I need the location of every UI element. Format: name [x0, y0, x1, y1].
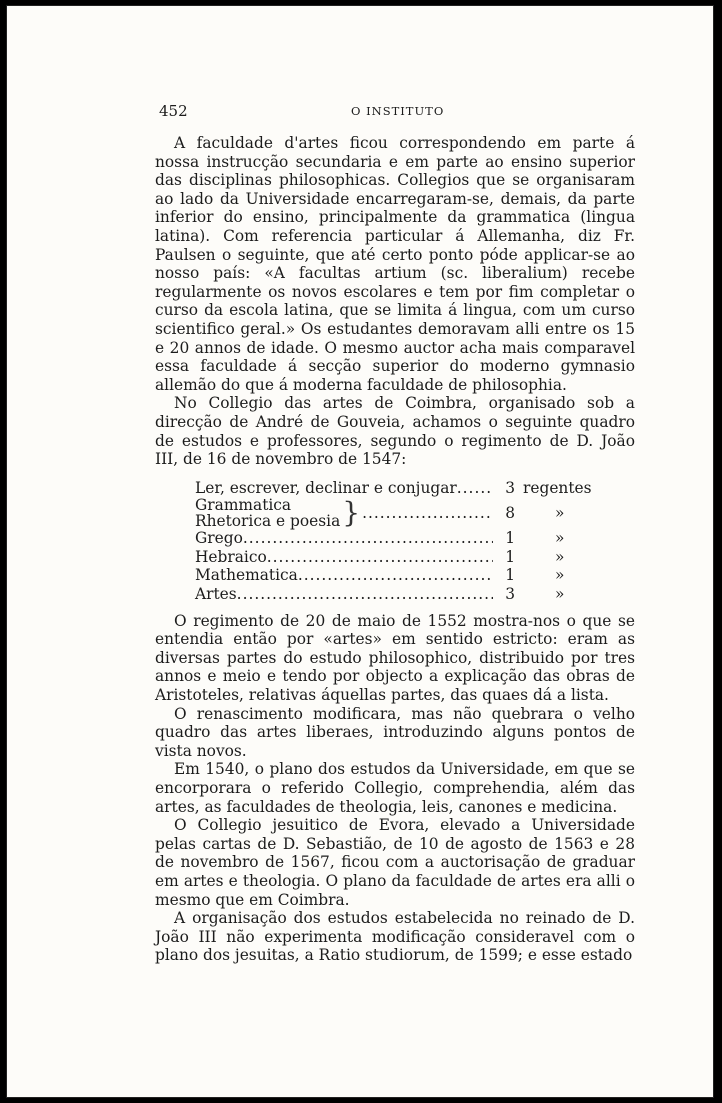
subject-name: Hebraico [195, 547, 267, 566]
brace-glyph: } [342, 496, 361, 530]
ditto-mark: » [555, 566, 565, 585]
table-row [195, 585, 585, 604]
studies-table [195, 478, 592, 604]
paragraph: O regimento de 20 de maio de 1552 mostra-nos o que se entendia então por «artes» em sentido estricto: eram as diversas partes do estudo philosophico, distribuido por tres annos e meio e tendo por objecto a explicação das obras de Aristoteles, relativas áquellas partes, das quaes dá a lista. [155, 611, 635, 705]
body-text-continued [155, 612, 635, 965]
teacher-count: 1 [505, 529, 515, 548]
teacher-count: 8 [505, 503, 515, 522]
ditto-mark: » [555, 585, 565, 604]
teacher-count: 3 [505, 585, 515, 604]
page-number: 452 [159, 102, 188, 120]
paragraph: A organisação dos estudos estabelecida no reinado de D. João III não experimenta modificação consideravel com o plano dos jesuitas, a Ratio studiorum, de 1599; e esse estado [155, 909, 635, 965]
ditto-mark: » [555, 529, 565, 548]
text-block [155, 102, 635, 965]
ditto-mark: » [555, 547, 565, 566]
subject-name: Grego [195, 529, 243, 548]
page-header [155, 102, 635, 122]
subject-name: Ler, escrever, declinar e conjugar [195, 478, 457, 497]
paragraph: O renascimento modificara, mas não quebrara o velho quadro das artes liberaes, introduzindo alguns pontos de vista novos. [155, 704, 635, 760]
subject-name: Mathematica [195, 566, 298, 585]
subject-name: Artes [195, 585, 237, 604]
running-title: O INSTITUTO [351, 104, 445, 118]
subject-name: Grammatica [195, 496, 292, 515]
table-row-group [195, 497, 585, 529]
teacher-count: 3 [505, 478, 515, 497]
teacher-count: 1 [505, 547, 515, 566]
paragraph: Em 1540, o plano dos estudos da Universidade, em que se encorporara o referido Collegio, comprehendia, além das artes, as faculdades de theologia, leis, canones e medicina. [155, 760, 635, 816]
table-row [195, 529, 585, 548]
subject-name: Rhetorica e poesia [195, 512, 341, 531]
unit-label: regentes [523, 478, 592, 497]
book-page [6, 5, 714, 1098]
teacher-count: 1 [505, 566, 515, 585]
paragraph: No Collegio das artes de Coimbra, organisado sob a direcção de André de Gouveia, achamos o seguinte quadro de estudos e professores, segundo o regimento de D. João III, de 16 de novembro de 1547: [155, 394, 635, 469]
paragraph: A faculdade d'artes ficou correspondendo em parte á nossa instrucção secundaria e em parte ao ensino superior das disciplinas philosophicas. Collegios que se organisaram ao lado da Universidade encarregaram-se, demais, da parte inferior do ensino, principalmente da grammatica (lingua latina). Com referencia particular á Allemanha, diz Fr. Paulsen o seguinte, que até certo ponto póde applicar-se ao nosso país: «A facultas artium (sc. liberalium) recebe regularmente os novos escolares e tem por fim completar o curso da escola latina, que se limita á lingua, com um curso scientifico geral.» Os estudantes demoravam alli entre os 15 e 20 annos de idade. O mesmo auctor acha mais comparavel essa faculdade á secção superior do moderno gymnasio allemão do que á moderna faculdade de philosophia. [155, 134, 635, 394]
table-row [195, 566, 585, 585]
body-text [155, 134, 635, 469]
table-row [195, 548, 585, 567]
paragraph: O Collegio jesuitico de Evora, elevado a Universidade pelas cartas de D. Sebastião, de 10 de agosto de 1563 e 28 de novembro de 1567, ficou com a auctorisação de graduar em artes e theologia. O plano da faculdade de artes era alli o mesmo que em Coimbra. [155, 816, 635, 909]
table-row [195, 478, 592, 498]
ditto-mark: » [555, 503, 565, 522]
